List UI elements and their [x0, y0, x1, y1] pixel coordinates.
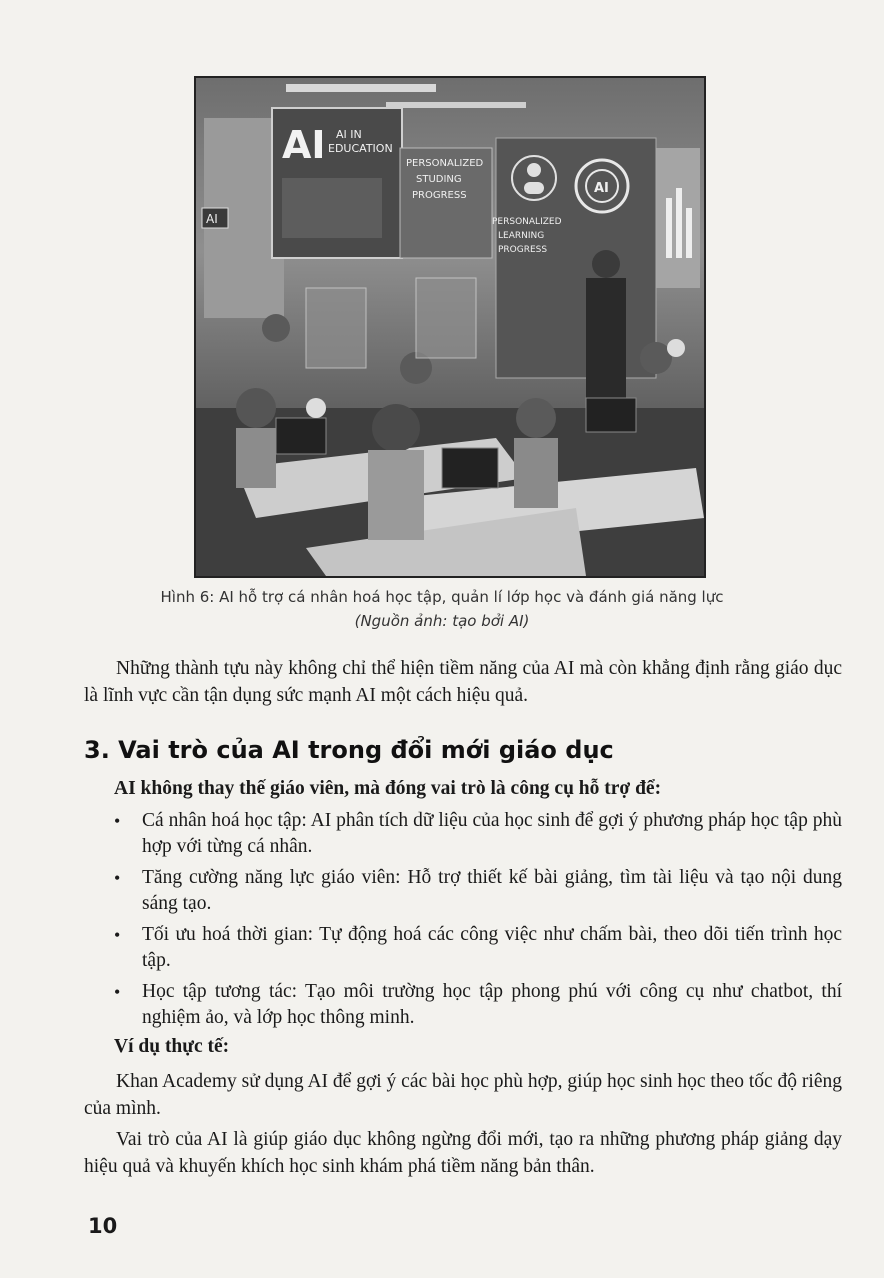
svg-text:PERSONALIZED: PERSONALIZED	[492, 217, 562, 227]
role-list	[112, 808, 842, 1036]
closing-paragraph: Vai trò của AI là giúp giáo dục không ngừng đổi mới, tạo ra những phương pháp giảng dạy hiệu quả và khuyến khích học sinh khám phá tiềm năng bản thân.	[84, 1129, 842, 1177]
example-text: Khan Academy sử dụng AI để gợi ý các bài học phù hợp, giúp học sinh học theo tốc độ riêng của mình.	[84, 1071, 842, 1119]
svg-text:AI: AI	[594, 181, 609, 196]
list-item: • Học tập tương tác: Tạo môi trường học tập phong phú với công cụ như chatbot, thí nghiệm ảo, và lớp học thông minh.	[114, 981, 842, 1028]
svg-text:EDUCATION: EDUCATION	[328, 142, 393, 155]
bullet-icon: •	[114, 982, 121, 1002]
classroom-ai-illustration	[194, 76, 706, 578]
list-item: • Tối ưu hoá thời gian: Tự động hoá các công việc như chấm bài, theo dõi tiến trình học tập.	[114, 924, 842, 971]
section-intro: AI không thay thế giáo viên, mà đóng vai trò là công cụ hỗ trợ để:	[114, 778, 662, 799]
figure-source: (Nguồn ảnh: tạo bởi AI)	[354, 612, 530, 630]
list-item: • Cá nhân hoá học tập: AI phân tích dữ liệu của học sinh để gợi ý phương pháp học tập phù hợp với từng cá nhân.	[114, 810, 842, 857]
bullet-icon: •	[114, 811, 121, 831]
svg-text:STUDING: STUDING	[416, 174, 462, 185]
section-heading: 3. Vai trò của AI trong đổi mới giáo dục	[84, 736, 614, 764]
svg-text:PROGRESS: PROGRESS	[412, 190, 467, 201]
paragraph-achievements: Những thành tựu này không chỉ thể hiện tiềm năng của AI mà còn khẳng định rằng giáo dục là lĩnh vực cần tận dụng sức mạnh AI một cách hiệu quả.	[84, 658, 842, 706]
bullet-icon: •	[114, 925, 121, 945]
page-number: 10	[88, 1214, 118, 1238]
svg-text:AI IN: AI IN	[336, 128, 362, 141]
example-title: Ví dụ thực tế:	[114, 1036, 230, 1057]
svg-text:PERSONALIZED: PERSONALIZED	[406, 158, 484, 169]
svg-text:LEARNING: LEARNING	[498, 231, 545, 241]
list-item: • Tăng cường năng lực giáo viên: Hỗ trợ thiết kế bài giảng, tìm tài liệu và tạo nội dung sáng tạo.	[114, 867, 842, 914]
ai-big-label: AI	[282, 123, 326, 167]
svg-text:AI: AI	[206, 212, 218, 226]
bullet-icon: •	[114, 868, 121, 888]
svg-text:PROGRESS: PROGRESS	[498, 245, 548, 255]
figure-caption: Hình 6: AI hỗ trợ cá nhân hoá học tập, quản lí lớp học và đánh giá năng lực	[160, 588, 724, 606]
